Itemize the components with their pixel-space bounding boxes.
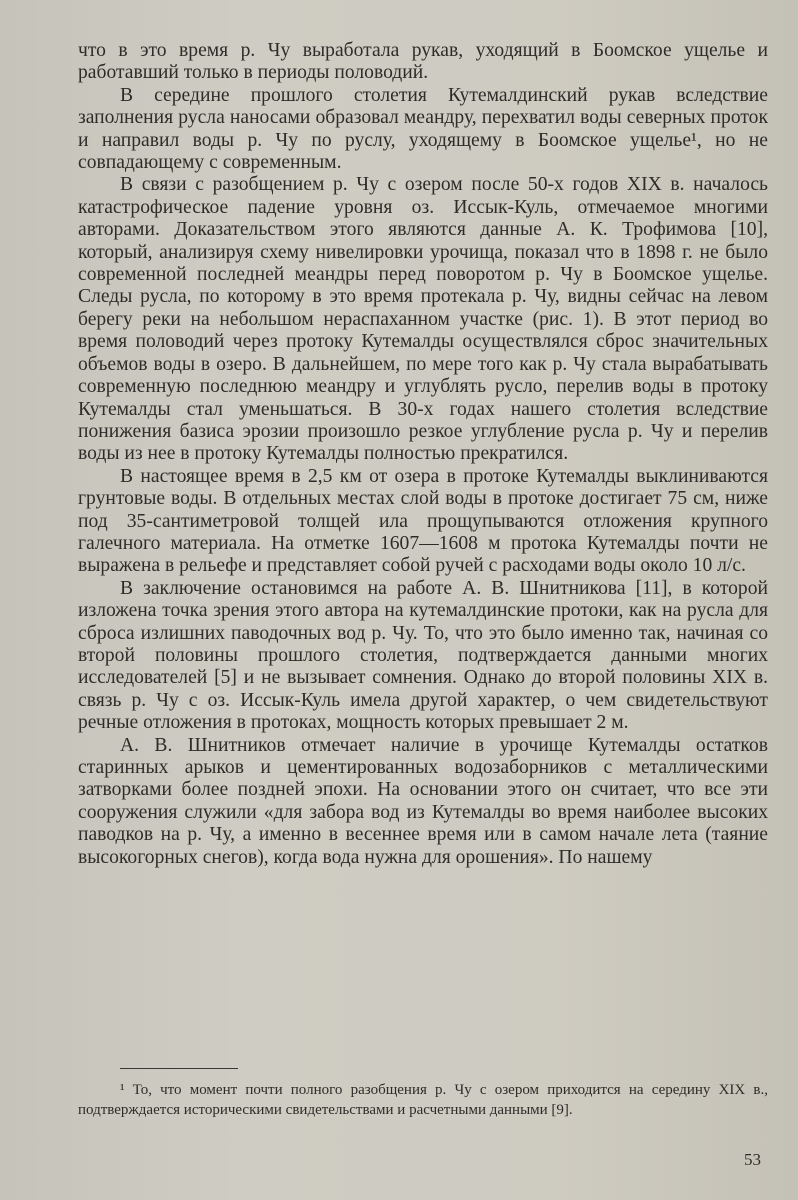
paragraph-2: В середине прошлого столетия Кутемалдинский рукав вследствие заполнения русла наносами образовал меандру, перехватил воды северных проток и направил воды р. Чу по руслу, уходящему в Боомское ущелье¹, но не совпадающему с современным. — [78, 84, 768, 174]
paragraph-6: А. В. Шнитников отмечает наличие в урочище Кутемалды остатков старинных арыков и цементированных водозаборников с металлическими затворками более поздней эпохи. На основании этого он считает, что все эти сооружения служили «для забора вод из Кутемалды во время наиболее высоких паводков на р. Чу, а именно в весеннее время или в самом начале лета (таяние высокогорных снегов), когда вода нужна для орошения». По нашему — [78, 734, 768, 868]
footnote-divider — [120, 1068, 238, 1069]
paragraph-4: В настоящее время в 2,5 км от озера в протоке Кутемалды выклиниваются грунтовые воды. В отдельных местах слой воды в протоке достигает 75 см, ниже под 35-сантиметровой толщей ила прощупываются отложения крупного галечного материала. На отметке 1607—1608 м протока Кутемалды почти не выражена в рельефе и представляет собой ручей с расходами воды около 10 л/с. — [78, 465, 768, 577]
main-text — [78, 40, 768, 869]
paragraph-5: В заключение остановимся на работе А. В. Шнитникова [11], в которой изложена точка зрения этого автора на кутемалдинские протоки, как на русла для сброса излишних паводочных вод р. Чу. То, что это было именно так, начиная со второй половины прошлого столетия, подтверждается данными многих исследователей [5] и не вызывает сомнения. Однако до второй половины XIX в. связь р. Чу с оз. Иссык-Куль имела другой характер, о чем свидетельствуют речные отложения в протоках, мощность которых превышает 2 м. — [78, 577, 768, 734]
paragraph-1: что в это время р. Чу выработала рукав, уходящий в Боомское ущелье и работавший только в периоды половодий. — [78, 40, 768, 84]
page-number: 53 — [744, 1150, 761, 1169]
footnote: ¹ То, что момент почти полного разобщения р. Чу с озером приходится на середину XIX в., подтверждается историческими свидетельствами и расчетными данными [9]. — [78, 1082, 768, 1118]
paragraph-3: В связи с разобщением р. Чу с озером после 50-х годов XIX в. началось катастрофическое падение уровня оз. Иссык-Куль, отмечаемое многими авторами. Доказательством этого являются данные А. К. Трофимова [10], который, анализируя схему нивелировки урочища, показал что в 1898 г. не было современной последней меандры перед поворотом р. Чу в Боомское ущелье. Следы русла, по которому в это время протекала р. Чу, видны сейчас на левом берегу реки на небольшом нераспаханном участке (рис. 1). В этот период во время половодий через протоку Кутемалды осуществлялся сброс значительных объемов воды в озеро. В дальнейшем, по мере того как р. Чу стала вырабатывать современную последнюю меандру и углублять русло, перелив воды в протоку Кутемалды стал уменьшаться. В 30-х годах нашего столетия вследствие понижения базиса эрозии произошло резкое углубление русла р. Чу и перелив воды из нее в протоку Кутемалды полностью прекратился. — [78, 174, 768, 465]
